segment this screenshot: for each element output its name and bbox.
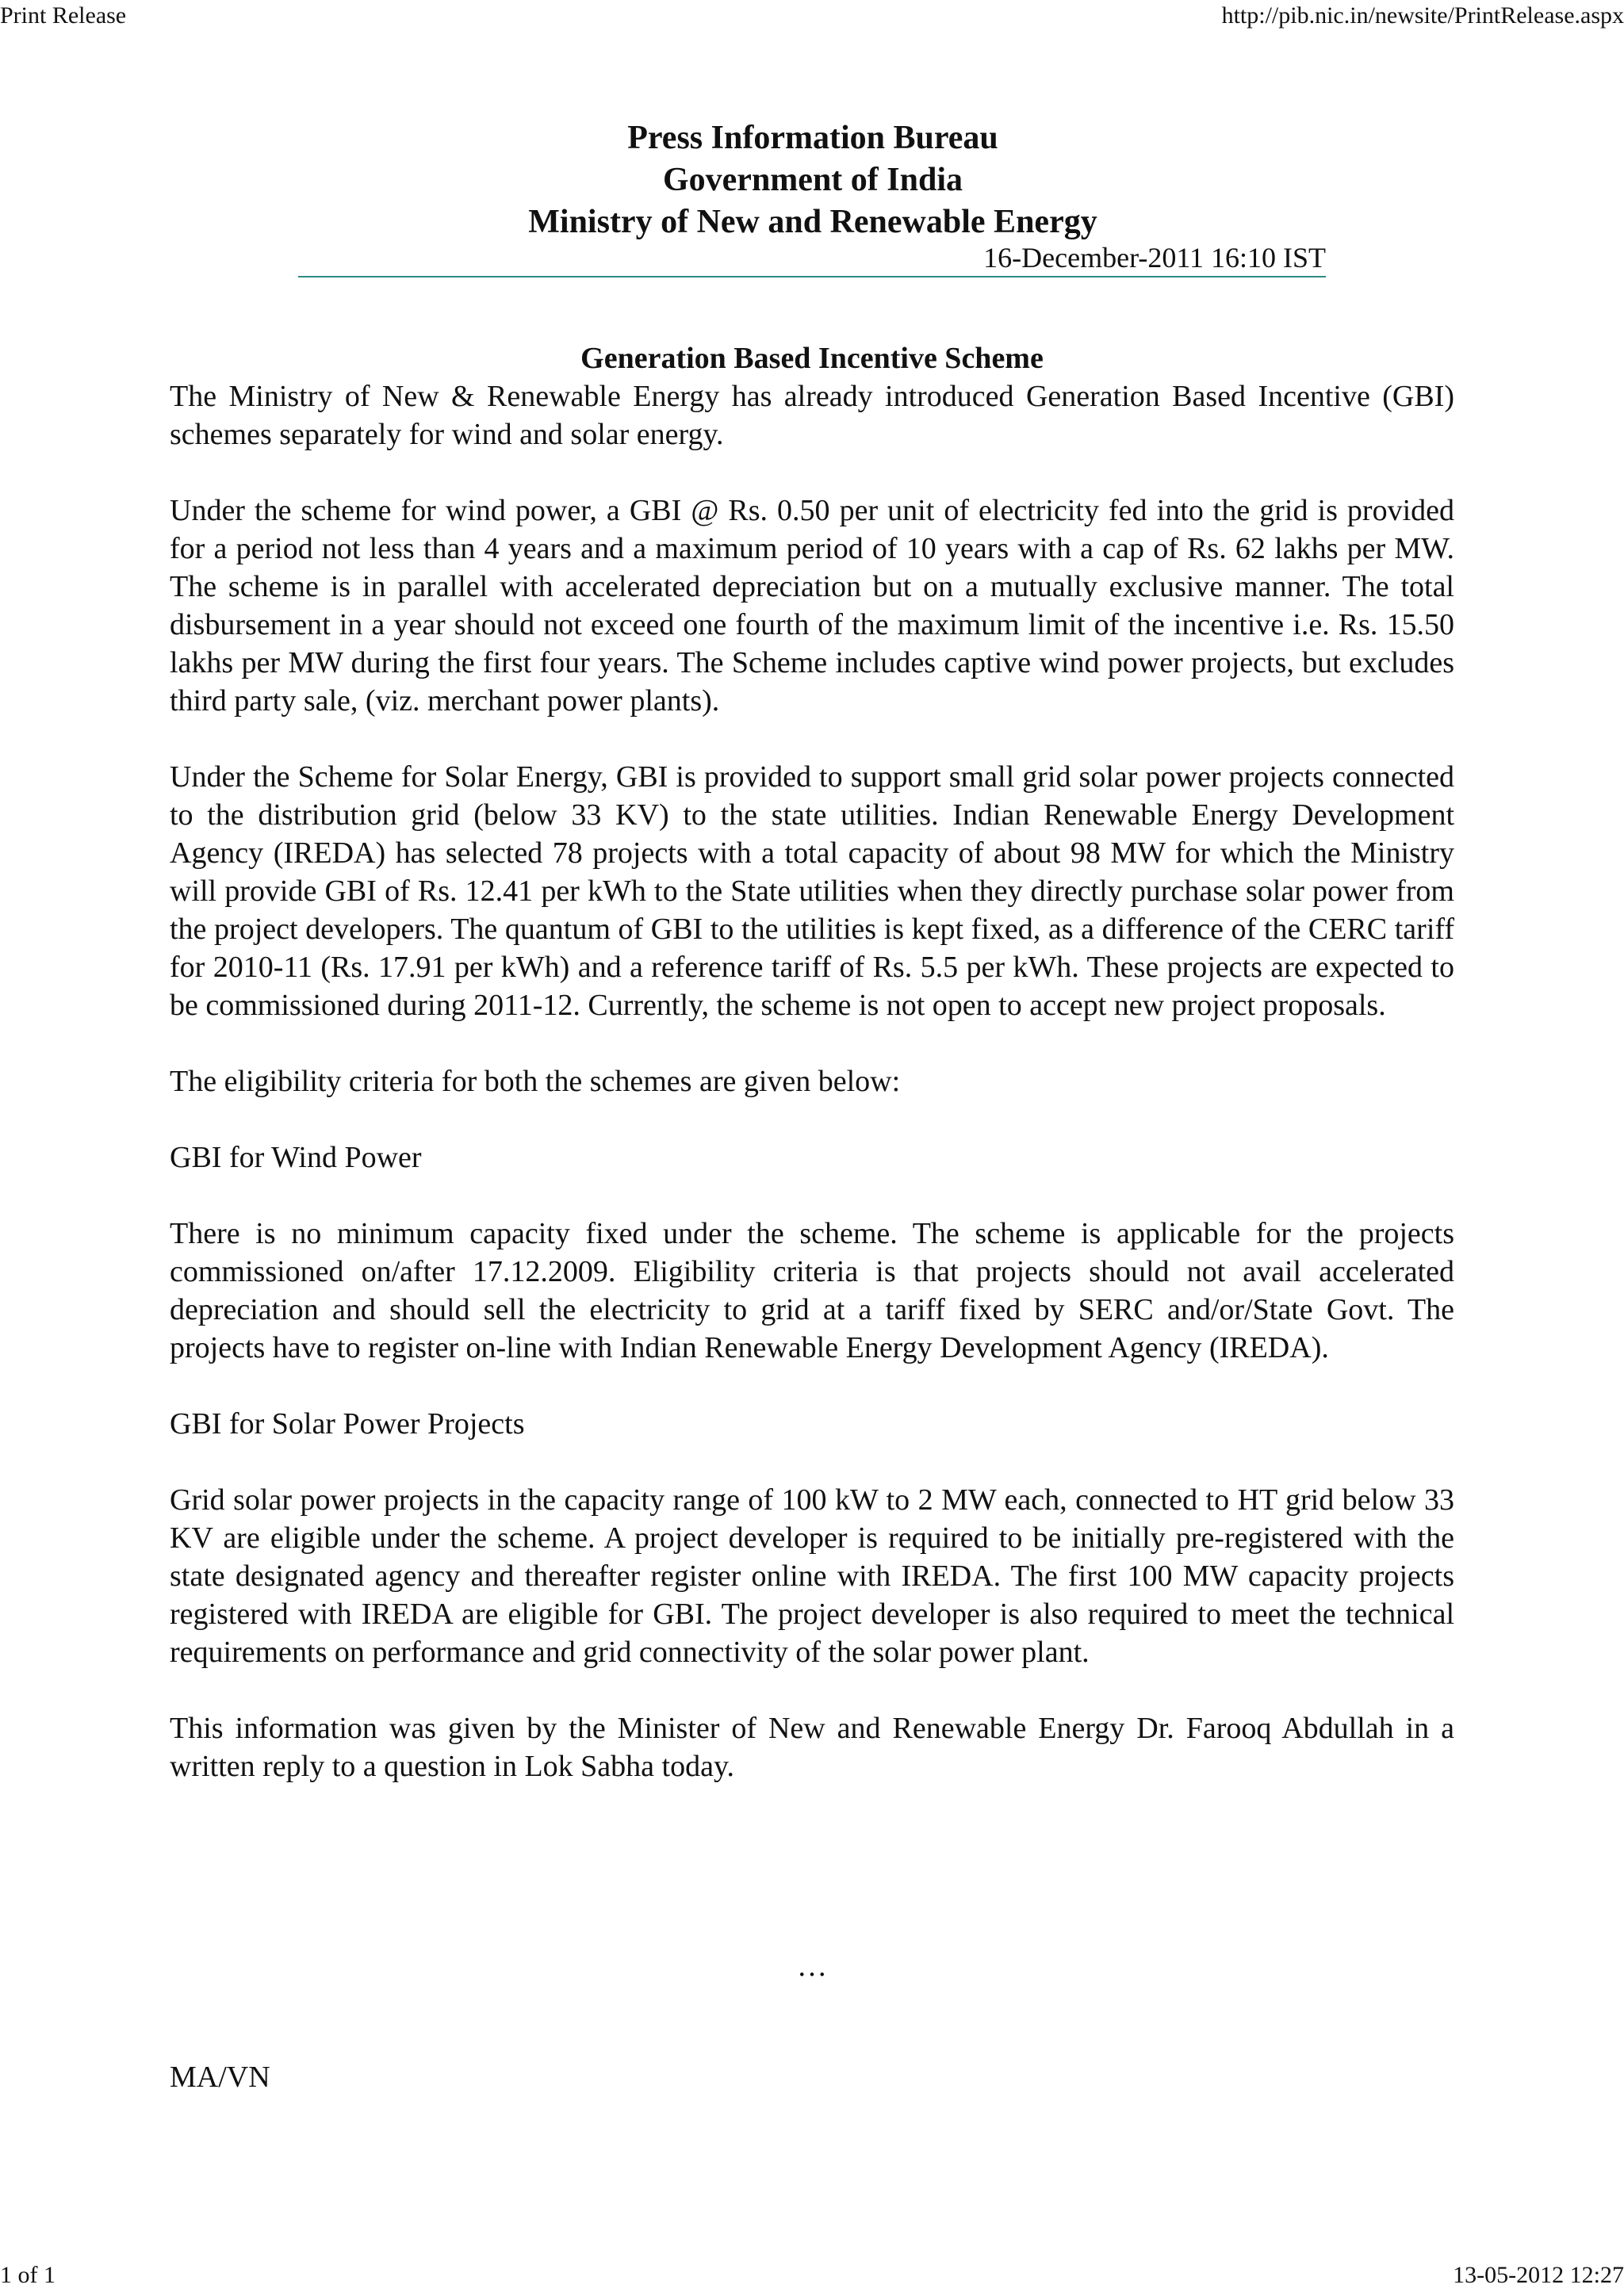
author-initials: MA/VN: [170, 2061, 270, 2094]
masthead-ministry: Ministry of New and Renewable Energy: [528, 204, 1097, 240]
subheading-wind-power: GBI for Wind Power: [170, 1141, 422, 1174]
header-divider: [298, 276, 1326, 277]
paragraph-wind-scheme: Under the scheme for wind power, a GBI @ Rs. 0.50 per unit of electricity fed into the grid is provided for a period not less than 4 years and a maximum period of 10 years with a cap of Rs. 62 lakhs per MW. The scheme is in parallel with accelerated depreciation but on a mutually exclusive manner. The total disbursement in a year should not exceed one fourth of the maximum limit of the incentive i.e. Rs. 15.50 lakhs per MW during the first four years. The Scheme includes captive wind power projects, but excludes third party sale, (viz. merchant power plants).: [170, 494, 1454, 718]
paragraph-intro: The Ministry of New & Renewable Energy has already introduced Generation Based Incentive (GBI) schemes separately for wind and solar energy.: [170, 380, 1454, 451]
paragraph-closing: This information was given by the Minister of New and Renewable Energy Dr. Farooq Abdullah in a written reply to a question in Lok Sabha today.: [170, 1712, 1454, 1783]
paragraph-eligibility-intro: The eligibility criteria for both the schemes are given below:: [170, 1065, 901, 1098]
ellipsis-separator: …: [797, 1950, 827, 1983]
masthead: [300, 117, 1326, 243]
masthead-government: Government of India: [663, 162, 963, 198]
subheading-solar-power: GBI for Solar Power Projects: [170, 1407, 525, 1441]
paragraph-solar-scheme: Under the Scheme for Solar Energy, GBI is provided to support small grid solar power projects connected to the distribution grid (below 33 KV) to the state utilities. Indian Renewable Energy Development Agency (IREDA) has selected 78 projects with a total capacity of about 98 MW for which the Ministry will provide GBI of Rs. 12.41 per kWh to the State utilities when they directly purchase solar power from the project developers. The quantum of GBI to the utilities is kept fixed, as a difference of the CERC tariff for 2010-11 (Rs. 17.91 per kWh) and a reference tariff of Rs. 5.5 per kWh. These projects are expected to be commissioned during 2011-12. Currently, the scheme is not open to accept new project proposals.: [170, 760, 1454, 1022]
masthead-bureau: Press Information Bureau: [627, 120, 998, 156]
paragraph-solar-eligibility: Grid solar power projects in the capacity range of 100 kW to 2 MW each, connected to HT grid below 33 KV are eligible under the scheme. A project developer is required to be initially pre-registered with the state designated agency and thereafter register online with IREDA. The first 100 MW capacity projects registered with IREDA are eligible for GBI. The project developer is also required to meet the technical requirements on performance and grid connectivity of the solar power plant.: [170, 1483, 1454, 1669]
release-date: 16-December-2011 16:10 IST: [983, 242, 1326, 274]
article-title: Generation Based Incentive Scheme: [580, 342, 1044, 375]
print-footer-page-count: 1 of 1: [0, 2262, 56, 2288]
article-body: [170, 377, 1454, 1823]
print-header-url: http://pib.nic.in/newsite/PrintRelease.aspx: [1221, 2, 1624, 29]
print-footer-timestamp: 13-05-2012 12:27: [1453, 2262, 1624, 2288]
print-header-title: Print Release: [0, 2, 127, 29]
paragraph-wind-eligibility: There is no minimum capacity fixed under the scheme. The scheme is applicable for the projects commissioned on/after 17.12.2009. Eligibility criteria is that projects should not avail accelerated depreciation and should sell the electricity to grid at a tariff fixed by SERC and/or/State Govt. The projects have to register on-line with Indian Renewable Energy Development Agency (IREDA).: [170, 1217, 1454, 1364]
